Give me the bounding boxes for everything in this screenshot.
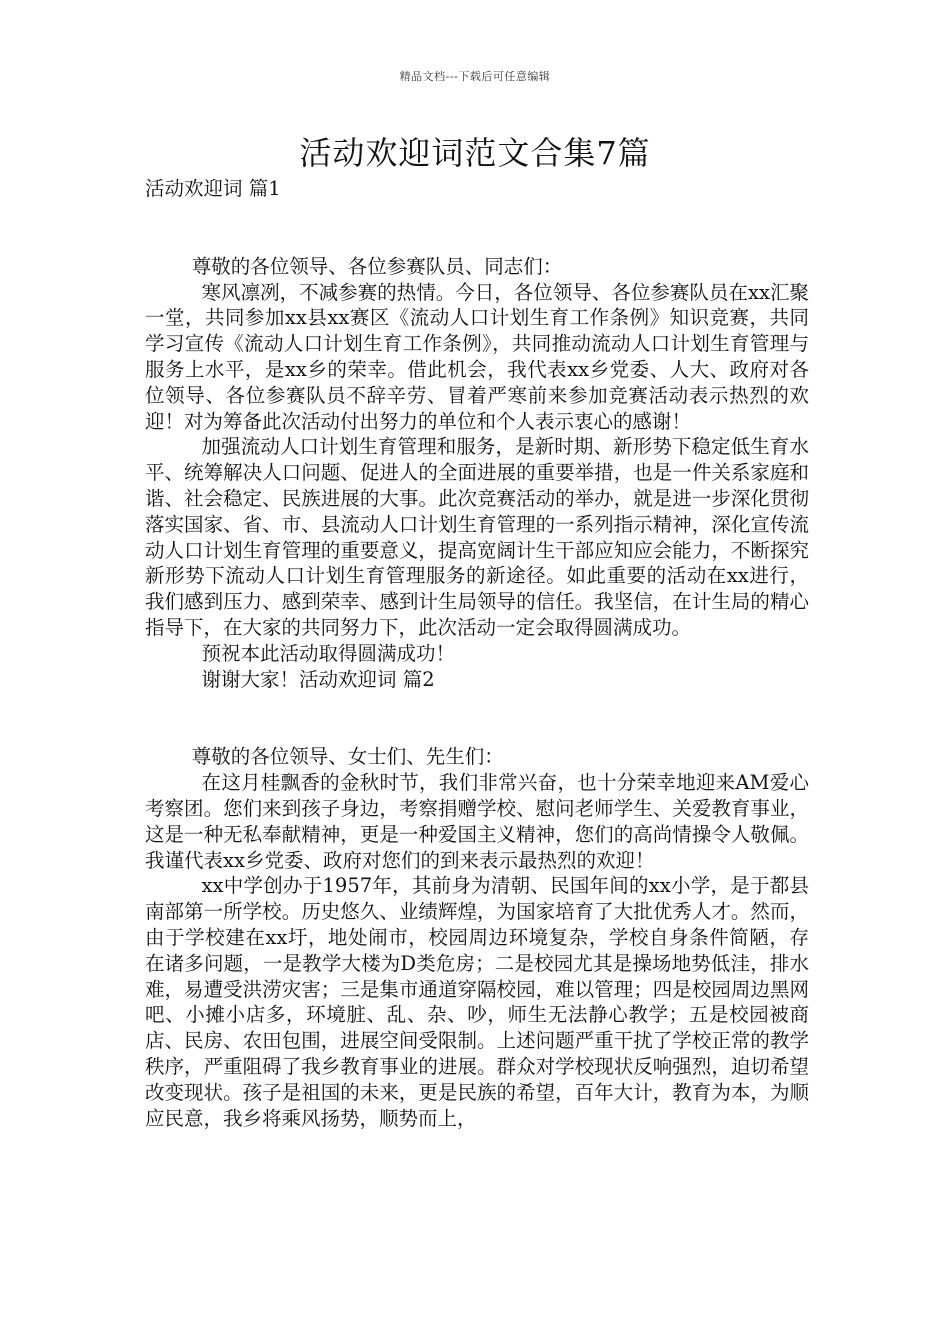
blank-line (145, 202, 809, 254)
paragraph: 预祝本此活动取得圆满成功！ (201, 641, 456, 665)
document-body (145, 176, 809, 1131)
section-heading: 活动欢迎词 篇1 (145, 177, 281, 200)
salutation: 尊敬的各位领导、各位参赛队员、同志们： (191, 254, 563, 278)
paragraph: 加强流动人口计划生育管理和服务，是新时期、新形势下稳定低生育水平、统筹解决人口问题、促进人的全面进展的重要举措，也是一件关系家庭和谐、社会稳定、民族进展的大事。此次竞赛活动的举办，就是进一步深化贯彻落实国家、省、市、县流动人口计划生育管理的一系列指示精神，深化宣传流动人口计划生育管理的重要意义，提高宽阔计生干部应知应会能力，不断探究新形势下流动人口计划生育管理服务的新途径。如此重要的活动在xx进行，我们感到压力、感到荣幸、感到计生局领导的信任。我坚信，在计生局的精心指导下，在大家的共同努力下，此次活动一定会取得圆满成功。 (145, 435, 809, 639)
document-title: 活动欢迎词范文合集7篇 (299, 134, 651, 172)
header-note: 精品文档---下载后可任意编辑 (399, 70, 551, 83)
salutation: 尊敬的各位领导、女士们、先生们： (191, 745, 504, 769)
blank-line (145, 692, 809, 744)
paragraph: xx中学创办于1957年，其前身为清朝、民国年间的xx小学，是于都县南部第一所学校。历史悠久、业绩辉煌，为国家培育了大批优秀人才。然而，由于学校建在xx圩，地处闹市，校园周边环境复杂，学校自身条件简陋，存在诸多问题，一是教学大楼为D类危房；二是校园尤其是操场地势低洼，排水难，易遭受洪涝灾害；三是集市通道穿隔校园，难以管理；四是校园周边黑网吧、小摊小店多，环境脏、乱、杂、吵，师生无法静心教学；五是校园被商店、民房、农田包围，进展空间受限制。上述问题严重干扰了学校正常的教学秩序，严重阻碍了我乡教育事业的进展。群众对学校现状反响强烈，迫切希望改变现状。孩子是祖国的未来，更是民族的希望，百年大计，教育为本，为顺应民意，我乡将乘风扬势，顺势而上， (145, 874, 809, 1130)
paragraph: 寒风凛冽，不减参赛的热情。今日，各位领导、各位参赛队员在xx汇聚一堂，共同参加xx县xx赛区《流动人口计划生育工作条例》知识竞赛，共同学习宣传《流动人口计划生育工作条例》，共同推动流动人口计划生育管理与服务上水平，是xx乡的荣幸。借此机会，我代表xx乡党委、人大、政府对各位领导、各位参赛队员不辞辛劳、冒着严寒前来参加竞赛活动表示热烈的欢迎！对为筹备此次活动付出努力的单位和个人表示衷心的感谢！ (145, 280, 809, 433)
paragraph: 在这月桂飘香的金秋时节，我们非常兴奋，也十分荣幸地迎来AM爱心考察团。您们来到孩子身边，考察捐赠学校、慰问老师学生、关爱教育事业，这是一种无私奉献精神，更是一种爱国主义精神，您们的高尚情操令人敬佩。我谨代表xx乡党委、政府对您们的到来表示最热烈的欢迎！ (145, 771, 809, 872)
paragraph: 谢谢大家！活动欢迎词 篇2 (201, 667, 435, 691)
